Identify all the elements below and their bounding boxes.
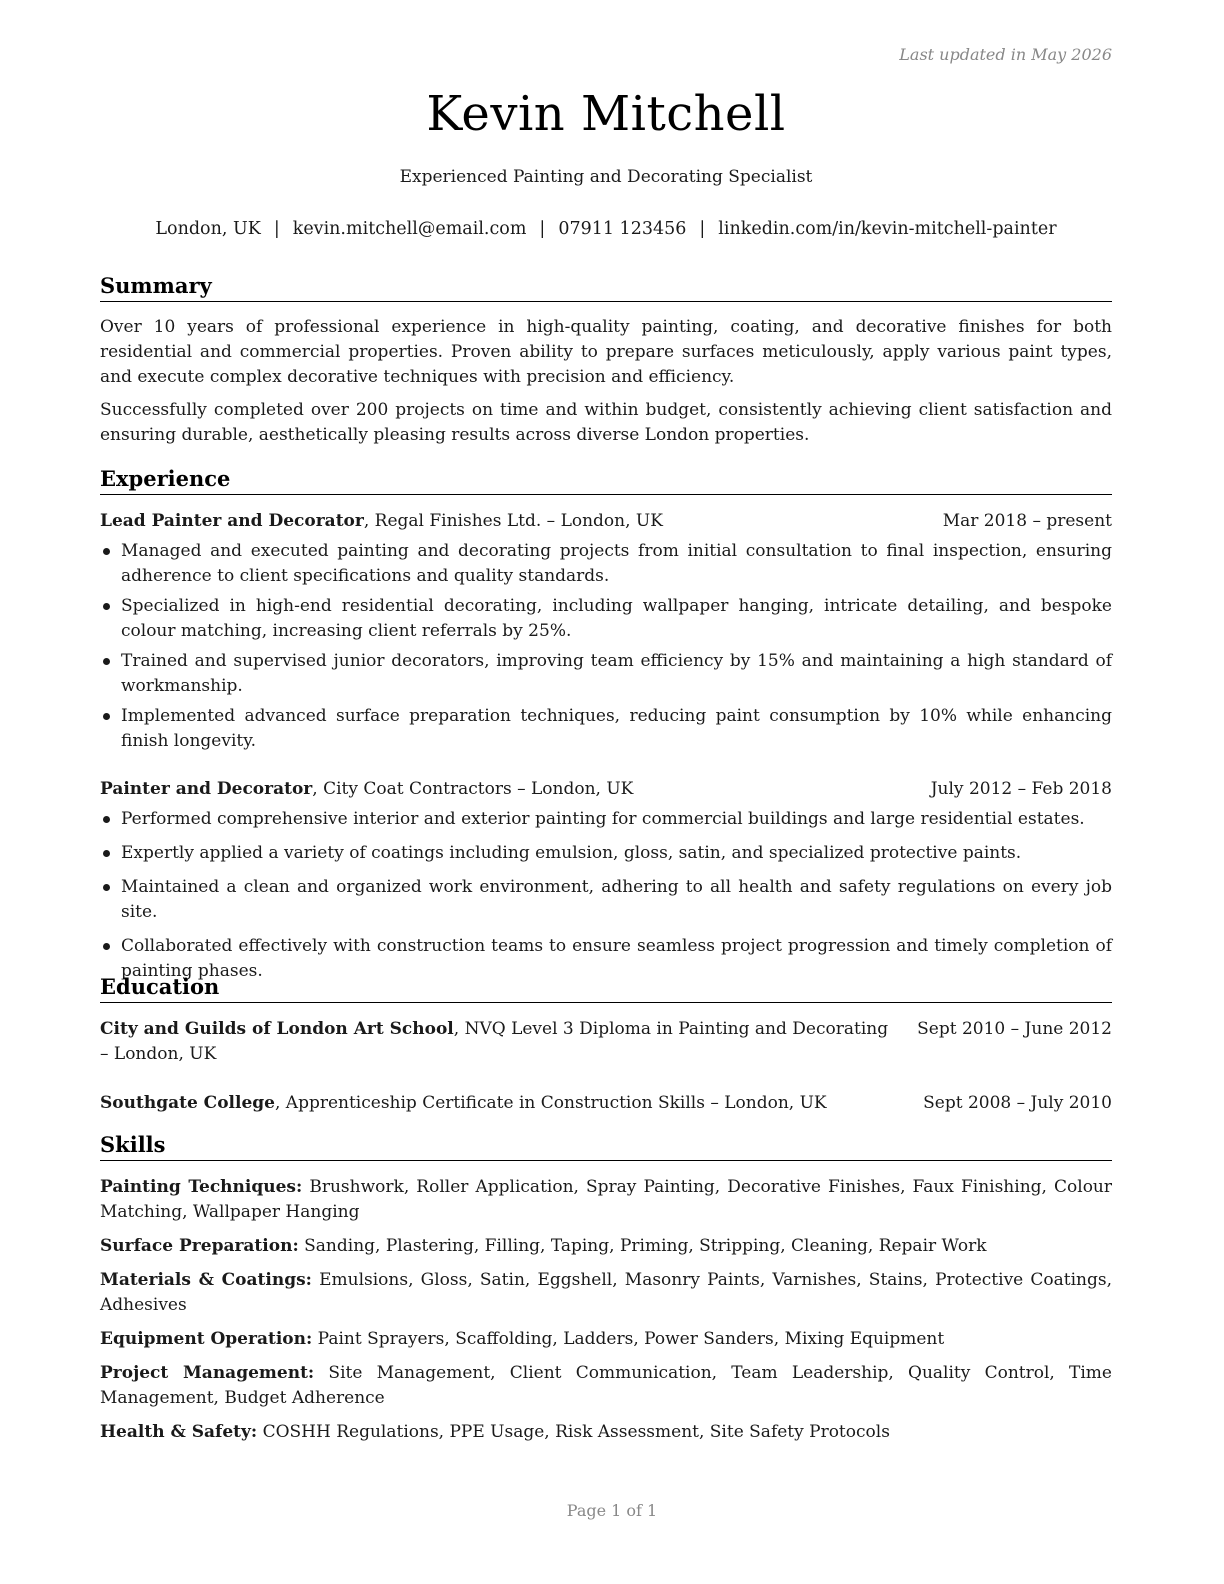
summary-section	[100, 272, 1112, 448]
education-entry	[100, 1091, 1112, 1116]
skill-label: Surface Preparation:	[100, 1236, 299, 1256]
experience-section	[100, 465, 1112, 984]
list-item	[100, 841, 1112, 866]
skill-label: Equipment Operation:	[100, 1329, 313, 1349]
bullet-icon	[103, 884, 110, 891]
skill-value: Site Management, Client Communication, Team Leadership, Quality Control, Time Management, Budget Adherence	[100, 1363, 1112, 1408]
skill-row	[100, 1361, 1112, 1411]
summary-paragraph: Over 10 years of professional experience in high-quality painting, coating, and decorative finishes for both residential and commercial properties. Proven ability to prepare surfaces meticulously, apply various paint types, and execute complex decorative techniques with precision and efficiency.	[100, 317, 1112, 387]
skills-section	[100, 1131, 1112, 1445]
job-dates: July 2012 – Feb 2018	[930, 779, 1112, 799]
candidate-name: Kevin Mitchell	[426, 86, 786, 142]
bullet-text: Specialized in high-end residential decorating, including wallpaper hanging, intricate detailing, and bespoke colour matching, increasing client referrals by 25%.	[121, 596, 1112, 641]
experience-heading: Experience	[100, 465, 1112, 495]
bullet-text: Implemented advanced surface preparation techniques, reducing paint consumption by 10% while enhancing finish longevity.	[121, 706, 1112, 751]
skills-heading: Skills	[100, 1131, 1112, 1161]
bullet-icon	[103, 548, 110, 555]
education-school: City and Guilds of London Art School	[100, 1019, 454, 1039]
bullet-icon	[103, 816, 110, 823]
contact-separator: |	[273, 219, 280, 239]
skill-row	[100, 1420, 1112, 1445]
bullet-text: Managed and executed painting and decorating projects from initial consultation to final inspection, ensuring adherence to client specifications and quality standards.	[121, 541, 1112, 586]
bullet-text: Collaborated effectively with construction teams to ensure seamless project progression and timely completion of painting phases.	[121, 936, 1112, 981]
contact-separator: |	[699, 219, 706, 239]
list-item	[100, 539, 1112, 589]
skill-row	[100, 1175, 1112, 1225]
skill-row	[100, 1234, 1112, 1259]
list-item	[100, 704, 1112, 754]
list-item	[100, 594, 1112, 644]
education-heading: Education	[100, 973, 1112, 1003]
skill-value: Brushwork, Roller Application, Spray Painting, Decorative Finishes, Faux Finishing, Colour Matching, Wallpaper Hanging	[100, 1177, 1112, 1222]
job-bullets	[100, 539, 1112, 754]
education-school: Southgate College	[100, 1093, 275, 1113]
skill-label: Materials & Coatings:	[100, 1270, 312, 1290]
bullet-icon	[103, 943, 110, 950]
bullet-icon	[103, 850, 110, 857]
job-entry	[100, 777, 1112, 984]
list-item	[100, 807, 1112, 832]
education-line	[100, 1017, 890, 1067]
skill-row	[100, 1268, 1112, 1318]
skill-label: Project Management:	[100, 1363, 315, 1383]
bullet-text: Expertly applied a variety of coatings including emulsion, gloss, satin, and specialized protective paints.	[121, 843, 1022, 863]
summary-heading: Summary	[100, 272, 1112, 302]
job-entry	[100, 509, 1112, 754]
skill-value: COSHH Regulations, PPE Usage, Risk Assessment, Site Safety Protocols	[257, 1422, 890, 1442]
candidate-headline: Experienced Painting and Decorating Specialist	[399, 167, 813, 187]
education-line	[100, 1091, 890, 1116]
job-bullets	[100, 807, 1112, 984]
skill-value: Paint Sprayers, Scaffolding, Ladders, Power Sanders, Mixing Equipment	[312, 1329, 945, 1349]
contact-line	[100, 219, 1112, 239]
job-company: , City Coat Contractors – London, UK	[312, 779, 634, 799]
last-updated-note: Last updated in May 2026	[899, 45, 1112, 64]
bullet-icon	[103, 603, 110, 610]
list-item	[100, 649, 1112, 699]
contact-linkedin-link[interactable]: linkedin.com/in/kevin-mitchell-painter	[718, 219, 1057, 239]
bullet-icon	[103, 713, 110, 720]
education-section	[100, 973, 1112, 1116]
bullet-icon	[103, 658, 110, 665]
skill-row	[100, 1327, 1112, 1352]
job-title-line	[100, 777, 633, 802]
education-detail: , Apprenticeship Certificate in Construction Skills – London, UK	[274, 1093, 827, 1113]
education-detail: , NVQ Level 3 Diploma in Painting and Decorating – London, UK	[100, 1019, 889, 1064]
education-dates: Sept 2010 – June 2012	[917, 1019, 1112, 1039]
job-company: , Regal Finishes Ltd. – London, UK	[363, 511, 663, 531]
job-header	[100, 777, 1112, 802]
job-role: Painter and Decorator	[100, 779, 313, 799]
contact-location: London, UK	[155, 219, 261, 239]
job-role: Lead Painter and Decorator	[100, 511, 364, 531]
job-title-line	[100, 509, 663, 534]
education-entry	[100, 1017, 1112, 1067]
bullet-text: Maintained a clean and organized work environment, adhering to all health and safety regulations on every job site.	[121, 877, 1112, 922]
education-dates: Sept 2008 – July 2010	[923, 1093, 1112, 1113]
contact-email-link[interactable]: kevin.mitchell@email.com	[292, 219, 527, 239]
skill-label: Painting Techniques:	[100, 1177, 303, 1197]
contact-phone: 07911 123456	[558, 219, 687, 239]
summary-paragraph: Successfully completed over 200 projects on time and within budget, consistently achieving client satisfaction and ensuring durable, aesthetically pleasing results across diverse London properties.	[100, 400, 1112, 445]
bullet-text: Trained and supervised junior decorators, improving team efficiency by 15% and maintaining a high standard of workmanship.	[121, 651, 1112, 696]
skill-value: Emulsions, Gloss, Satin, Eggshell, Masonry Paints, Varnishes, Stains, Protective Coatings, Adhesives	[100, 1270, 1112, 1315]
job-dates: Mar 2018 – present	[942, 511, 1112, 531]
list-item	[100, 875, 1112, 925]
bullet-text: Performed comprehensive interior and exterior painting for commercial buildings and large residential estates.	[121, 809, 1085, 829]
contact-separator: |	[539, 219, 546, 239]
page-number-footer: Page 1 of 1	[566, 1501, 658, 1520]
skill-value: Sanding, Plastering, Filling, Taping, Priming, Stripping, Cleaning, Repair Work	[298, 1236, 987, 1256]
skill-label: Health & Safety:	[100, 1422, 258, 1442]
job-header	[100, 509, 1112, 534]
